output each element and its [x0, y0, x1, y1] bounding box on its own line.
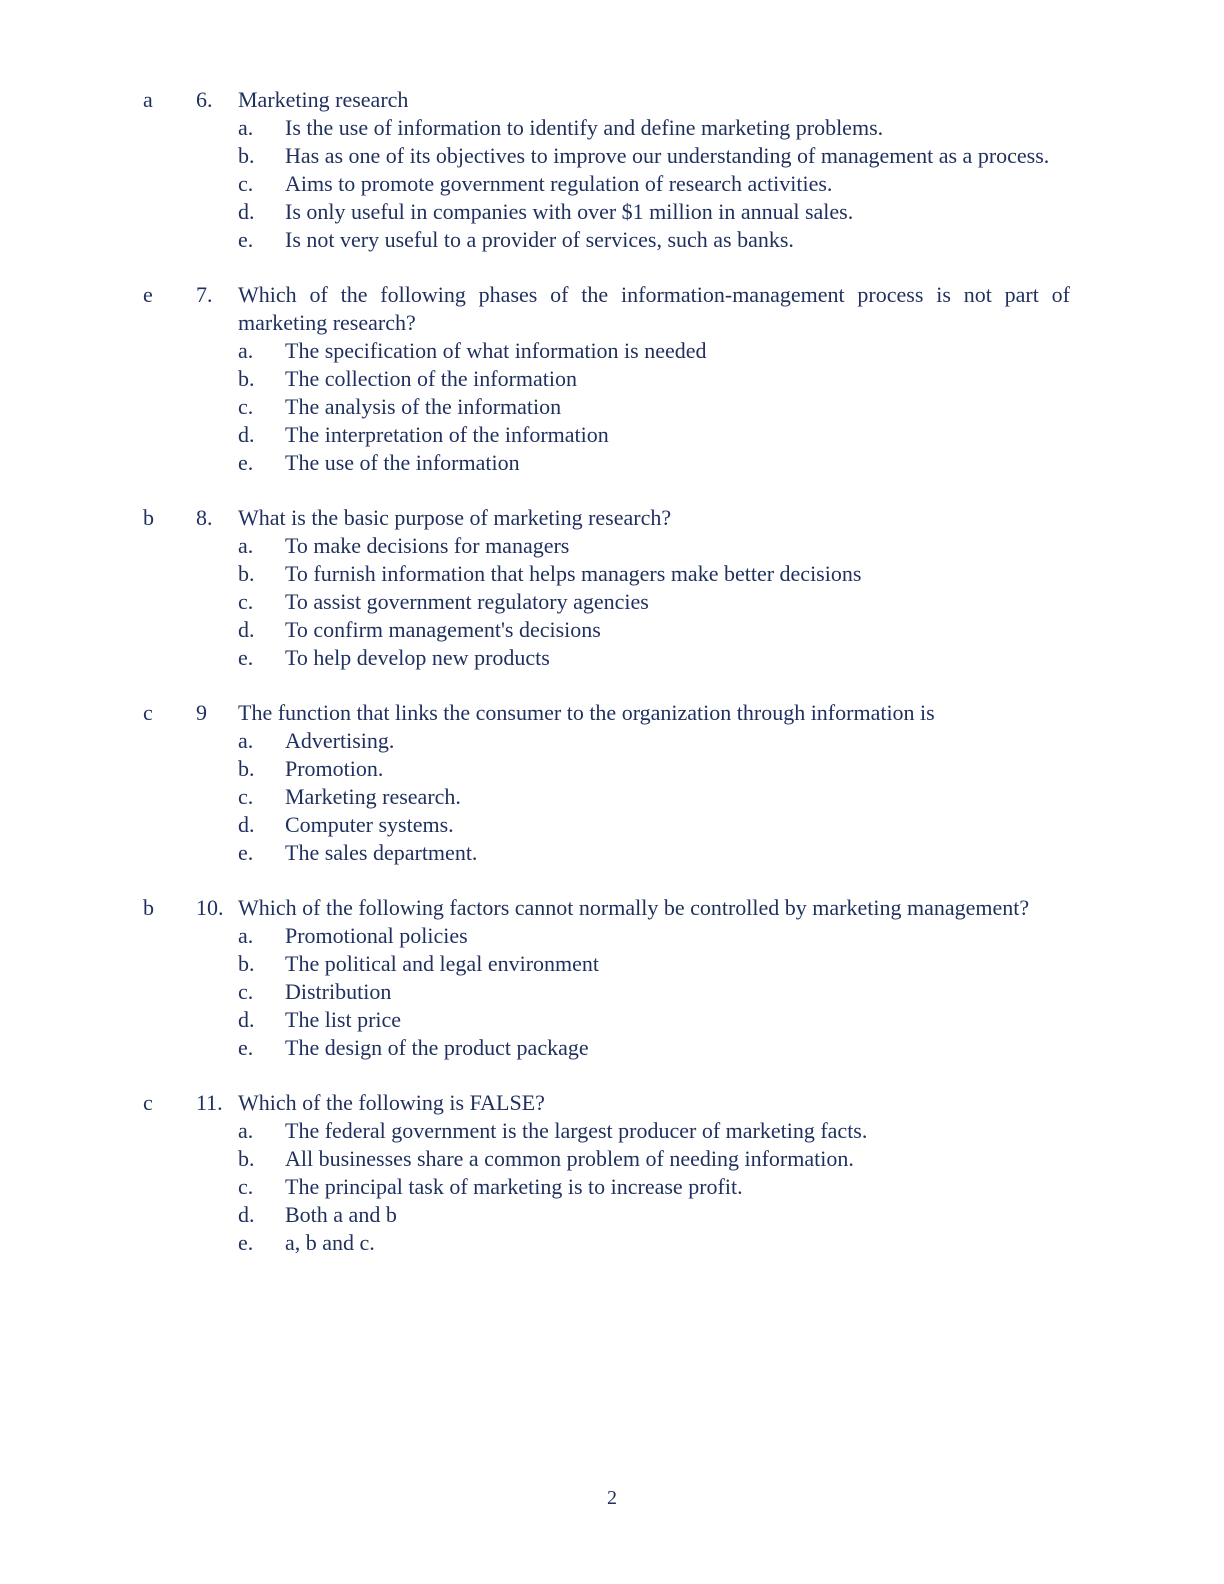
question-text: The function that links the consumer to the organization through information is: [238, 700, 935, 725]
option-item: [0, 1145, 1224, 1173]
option-letter: d.: [238, 422, 255, 447]
answer-key: b: [143, 895, 154, 920]
option-text: Promotional policies: [285, 923, 468, 948]
question-stem: [0, 1089, 1224, 1117]
option-letter: a.: [238, 923, 254, 948]
option-item: [0, 1201, 1224, 1229]
question-list: [0, 86, 1224, 1284]
option-text: Is only useful in companies with over $1 million in annual sales.: [285, 199, 854, 224]
option-text: Both a and b: [285, 1202, 397, 1227]
option-item: [0, 950, 1224, 978]
option-text: The specification of what information is needed: [285, 338, 707, 363]
option-letter: c.: [238, 394, 254, 419]
option-item: [0, 1006, 1224, 1034]
question-number: 7.: [196, 282, 213, 307]
option-text: The federal government is the largest producer of marketing facts.: [285, 1118, 868, 1143]
answer-key: e: [143, 282, 153, 307]
option-item: [0, 1229, 1224, 1257]
option-text: The design of the product package: [285, 1035, 589, 1060]
option-item: [0, 337, 1224, 365]
option-item: [0, 532, 1224, 560]
option-item: [0, 421, 1224, 449]
answer-key: c: [143, 700, 153, 725]
option-item: [0, 978, 1224, 1006]
option-item: [0, 783, 1224, 811]
option-letter: c.: [238, 979, 254, 1004]
option-item: [0, 1117, 1224, 1145]
question-text: Which of the following factors cannot normally be controlled by marketing management?: [238, 895, 1030, 920]
option-text: The list price: [285, 1007, 402, 1032]
question-item: [0, 894, 1224, 1062]
option-item: [0, 226, 1224, 254]
option-letter: e.: [238, 1230, 254, 1255]
option-text: Computer systems.: [285, 812, 454, 837]
option-item: [0, 588, 1224, 616]
page-number: 2: [607, 1487, 617, 1509]
option-text: a, b and c.: [285, 1230, 375, 1255]
option-letter: b.: [238, 951, 255, 976]
option-letter: a.: [238, 533, 254, 558]
option-letter: b.: [238, 561, 255, 586]
option-list: [0, 114, 1224, 254]
option-text: Has as one of its objectives to improve our understanding of management as a process.: [285, 143, 1050, 168]
question-item: [0, 504, 1224, 672]
option-text: All businesses share a common problem of needing information.: [285, 1146, 854, 1171]
option-letter: a.: [238, 338, 254, 363]
question-number: 9: [196, 700, 207, 725]
question-item: [0, 1089, 1224, 1257]
option-text: To furnish information that helps managers make better decisions: [285, 561, 862, 586]
option-text: The collection of the information: [285, 366, 578, 391]
option-item: [0, 1034, 1224, 1062]
option-text: To help develop new products: [285, 645, 550, 670]
option-text: The use of the information: [285, 450, 520, 475]
option-letter: d.: [238, 1007, 255, 1032]
option-letter: c.: [238, 1174, 254, 1199]
question-item: [0, 281, 1224, 477]
option-item: [0, 727, 1224, 755]
option-item: [0, 449, 1224, 477]
option-letter: e.: [238, 1035, 254, 1060]
option-letter: b.: [238, 143, 255, 168]
question-text: Marketing research: [238, 87, 409, 112]
option-list: [0, 337, 1224, 477]
option-letter: a.: [238, 1118, 254, 1143]
question-item: [0, 699, 1224, 867]
option-letter: c.: [238, 784, 254, 809]
question-stem: [0, 894, 1224, 922]
option-letter: e.: [238, 645, 254, 670]
option-text: Aims to promote government regulation of research activities.: [285, 171, 833, 196]
option-letter: b.: [238, 1146, 255, 1171]
answer-key: a: [143, 87, 153, 112]
option-text: Is the use of information to identify and define marketing problems.: [285, 115, 884, 140]
option-text: The political and legal environment: [285, 951, 600, 976]
option-letter: d.: [238, 1202, 255, 1227]
option-letter: d.: [238, 617, 255, 642]
question-stem: [0, 504, 1224, 532]
option-letter: a.: [238, 115, 254, 140]
option-item: [0, 393, 1224, 421]
option-letter: b.: [238, 756, 255, 781]
option-text: To confirm management's decisions: [285, 617, 601, 642]
question-number: 10.: [196, 895, 224, 920]
option-item: [0, 839, 1224, 867]
answer-key: b: [143, 505, 154, 530]
option-item: [0, 560, 1224, 588]
option-text: The principal task of marketing is to increase profit.: [285, 1174, 743, 1199]
question-number: 6.: [196, 87, 213, 112]
answer-key: c: [143, 1090, 153, 1115]
option-item: [0, 755, 1224, 783]
option-text: The analysis of the information: [285, 394, 562, 419]
option-item: [0, 644, 1224, 672]
option-text: To assist government regulatory agencies: [285, 589, 649, 614]
option-letter: d.: [238, 812, 255, 837]
option-item: [0, 811, 1224, 839]
option-item: [0, 114, 1224, 142]
option-letter: c.: [238, 589, 254, 614]
option-text: Is not very useful to a provider of services, such as banks.: [285, 227, 794, 252]
option-item: [0, 170, 1224, 198]
option-letter: e.: [238, 450, 254, 475]
option-letter: e.: [238, 227, 254, 252]
question-text: Which of the following is FALSE?: [238, 1090, 545, 1115]
option-item: [0, 1173, 1224, 1201]
option-list: [0, 922, 1224, 1062]
option-text: Promotion.: [285, 756, 384, 781]
option-text: To make decisions for managers: [285, 533, 570, 558]
question-text: Which of the following phases of the information-management process is not part of marketing research?: [238, 282, 1070, 335]
option-item: [0, 922, 1224, 950]
option-letter: e.: [238, 840, 254, 865]
option-letter: c.: [238, 171, 254, 196]
option-text: Distribution: [285, 979, 392, 1004]
question-stem: [0, 281, 1224, 337]
question-number: 11.: [196, 1090, 223, 1115]
option-list: [0, 532, 1224, 672]
option-list: [0, 1117, 1224, 1257]
option-letter: b.: [238, 366, 255, 391]
question-item: [0, 86, 1224, 254]
question-text: What is the basic purpose of marketing research?: [238, 505, 672, 530]
question-stem: [0, 699, 1224, 727]
option-text: Marketing research.: [285, 784, 461, 809]
question-stem: [0, 86, 1224, 114]
question-number: 8.: [196, 505, 213, 530]
option-text: The sales department.: [285, 840, 478, 865]
option-item: [0, 365, 1224, 393]
option-letter: a.: [238, 728, 254, 753]
option-item: [0, 198, 1224, 226]
option-text: The interpretation of the information: [285, 422, 609, 447]
option-item: [0, 616, 1224, 644]
option-letter: d.: [238, 199, 255, 224]
option-text: Advertising.: [285, 728, 395, 753]
option-item: [0, 142, 1224, 170]
option-list: [0, 727, 1224, 867]
